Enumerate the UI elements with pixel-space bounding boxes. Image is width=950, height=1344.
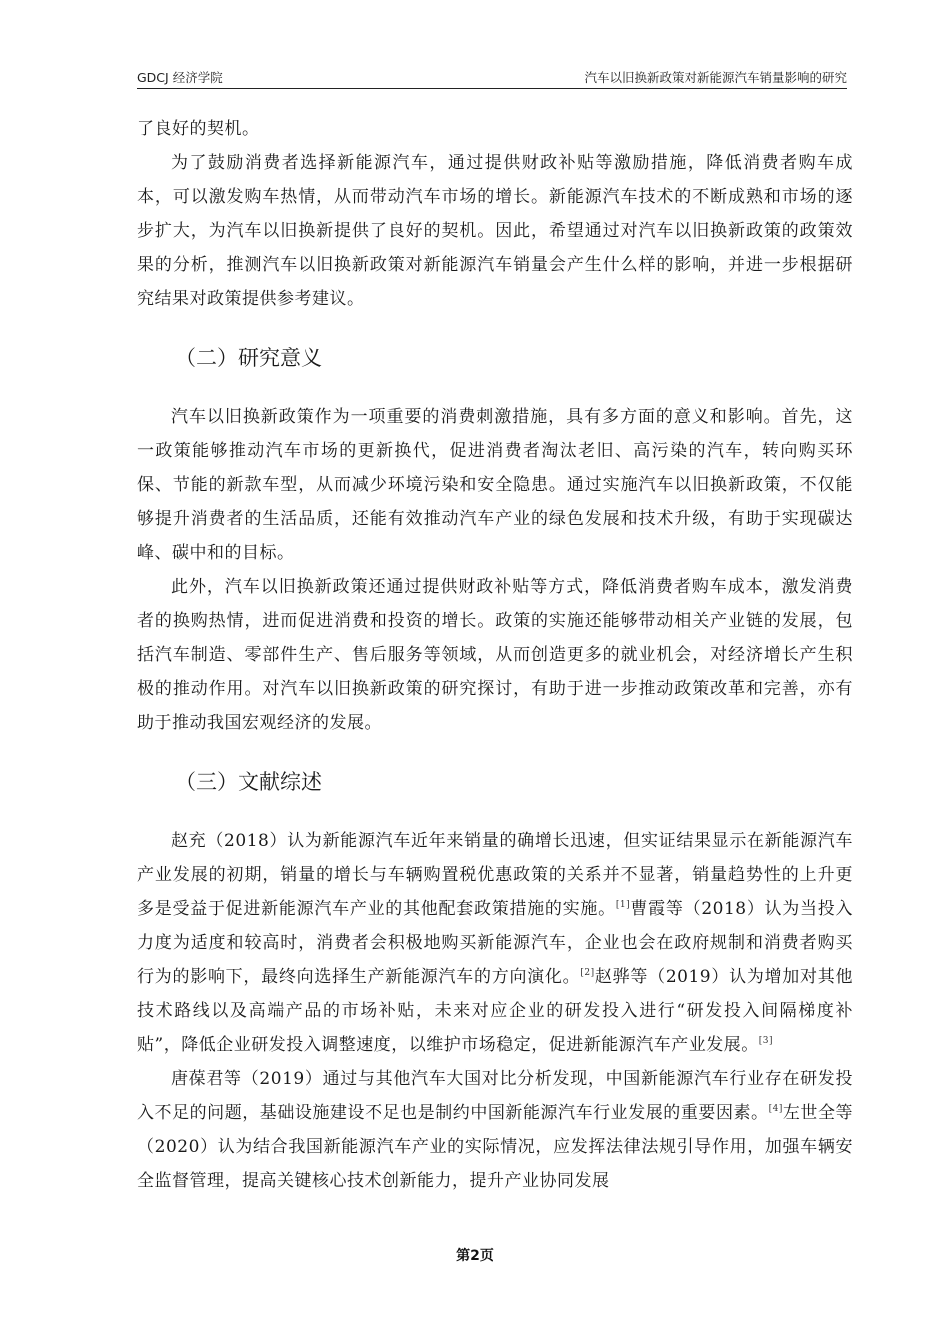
citation-ref-4: [4]	[768, 1104, 783, 1114]
literature-text-cao-xia: 曹霞等（2018）认为当投入力度为适度和较高时，消费者会积极地购买新能源汽车，企业也会在政府规制和消费者购买行为的影响下，最终向选择生产新能源汽车的方向演化。	[137, 899, 854, 987]
header-paper-title: 汽车以旧换新政策对新能源汽车销量影响的研究	[584, 70, 847, 85]
literature-text-zhao-chong: 赵充（2018）认为新能源汽车近年来销量的确增长迅速，但实证结果显示在新能源汽车产业发展的初期，销量的增长与车辆购置税优惠政策的关系并不显著，销量趋势性的上升更多是受益于促进新能源汽车产业的其他配套政策措施的实施。	[137, 831, 853, 919]
literature-paragraph-1	[137, 824, 853, 1062]
significance-paragraph-2: 此外，汽车以旧换新政策还通过提供财政补贴等方式，降低消费者购车成本，激发消费者的换购热情，进而促进消费和投资的增长。政策的实施还能够带动相关产业链的发展，包括汽车制造、零部件生产、售后服务等领域，从而创造更多的就业机会，对经济增长产生积极的推动作用。对汽车以旧换新政策的研究探讨，有助于进一步推动政策改革和完善，亦有助于推动我国宏观经济的发展。	[137, 577, 853, 733]
header-institution: GDCJ 经济学院	[137, 70, 223, 85]
literature-paragraph-2	[137, 1062, 853, 1198]
page-number: 第2页	[456, 1248, 494, 1264]
section-heading-literature-review: （三）文献综述	[175, 770, 322, 794]
literature-text-zhao-hua: 赵骅等（2019）认为增加对其他技术路线以及高端产品的市场补贴，未来对应企业的研发投入进行“研发投入间隔梯度补贴”，降低企业研发投入调整速度，以维护市场稳定，促进新能源汽车产业发展。	[137, 967, 854, 1055]
citation-ref-2: [2]	[580, 968, 595, 978]
citation-ref-3: [3]	[758, 1036, 773, 1046]
section-heading-significance: （二）研究意义	[175, 346, 322, 370]
citation-ref-1: [1]	[615, 900, 631, 910]
intro-paragraph: 为了鼓励消费者选择新能源汽车，通过提供财政补贴等激励措施，降低消费者购车成本，可以激发购车热情，从而带动汽车市场的增长。新能源汽车技术的不断成熟和市场的逐步扩大，为汽车以旧换新提供了良好的契机。因此，希望通过对汽车以旧换新政策的政策效果的分析，推测汽车以旧换新政策对新能源汽车销量会产生什么样的影响，并进一步根据研究结果对政策提供参考建议。	[137, 153, 853, 309]
literature-text-tang-baojun: 唐葆君等（2019）通过与其他汽车大国对比分析发现，中国新能源汽车行业存在研发投入不足的问题，基础设施建设不足也是制约中国新能源汽车行业发展的重要因素。	[137, 1069, 853, 1123]
continued-paragraph: 了良好的契机。	[137, 119, 260, 139]
page-body	[137, 112, 853, 1198]
significance-paragraph-1: 汽车以旧换新政策作为一项重要的消费刺激措施，具有多方面的意义和影响。首先，这一政策能够推动汽车市场的更新换代，促进消费者淘汰老旧、高污染的汽车，转向购买环保、节能的新款车型，从而减少环境污染和安全隐患。通过实施汽车以旧换新政策，不仅能够提升消费者的生活品质，还能有效推动汽车产业的绿色发展和技术升级，有助于实现碳达峰、碳中和的目标。	[137, 407, 853, 563]
literature-text-zuo-shiquan: 左世全等（2020）认为结合我国新能源汽车产业的实际情况，应发挥法律法规引导作用，加强车辆安全监督管理，提高关键核心技术创新能力，提升产业协同发展	[137, 1103, 854, 1191]
page-header	[137, 66, 847, 89]
